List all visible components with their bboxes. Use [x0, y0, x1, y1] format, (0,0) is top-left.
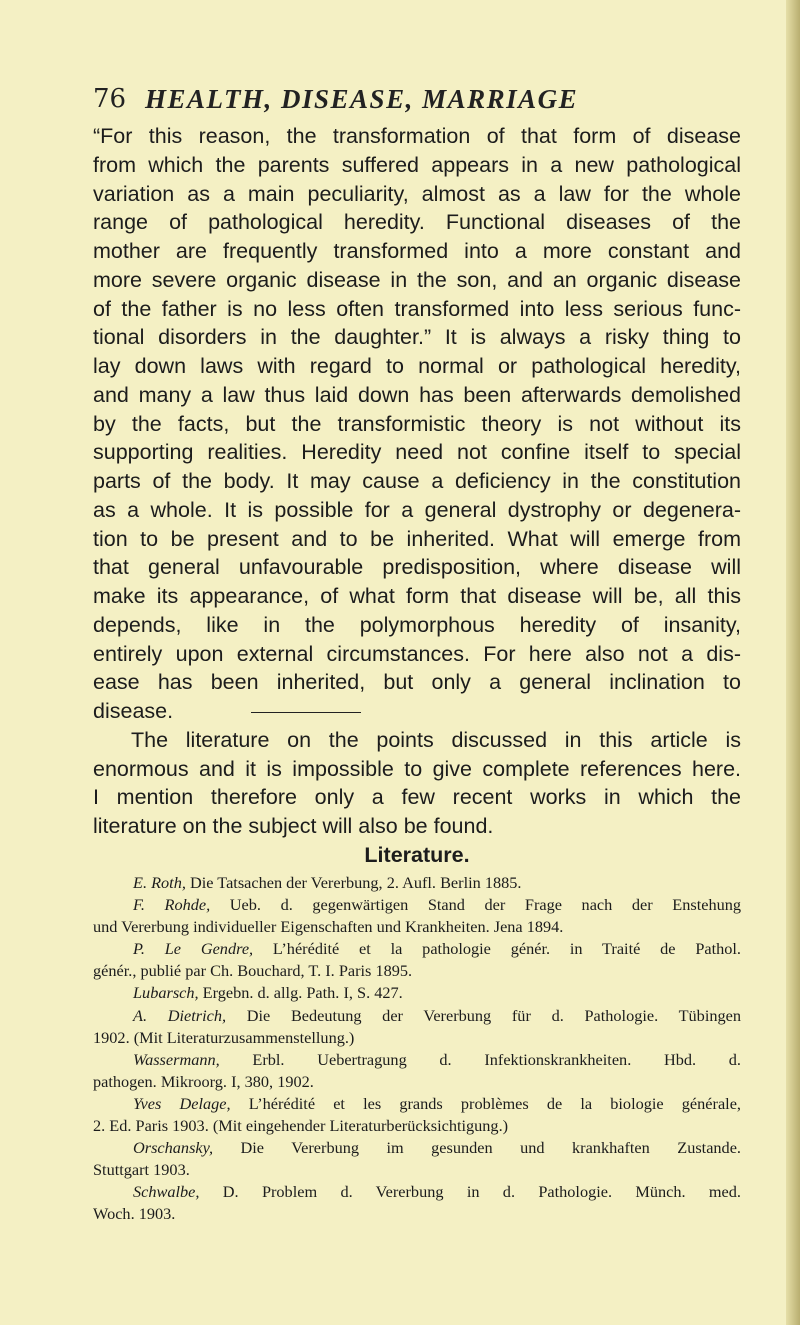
text-line [93, 697, 741, 726]
reference-text: Woch. 1903. [93, 1204, 176, 1224]
body-text [93, 122, 741, 870]
reference-author: Lubarsch, [133, 983, 199, 1003]
text-line [93, 611, 741, 640]
reference-text: Die Bedeutung der Vererbung für d. Pathologie. Tübingen [226, 1005, 741, 1025]
text-line [93, 352, 741, 381]
text-line [93, 812, 741, 841]
line-text: The literature on the points discussed in this article is [131, 727, 741, 752]
reference-author: Wassermann, [133, 1049, 220, 1069]
text-line [93, 237, 741, 266]
reference-text: 2. Ed. Paris 1903. (Mit eingehender Literaturberücksichtigung.) [93, 1116, 509, 1136]
reference-text: L’hérédité et les grands problèmes de la biologie générale, [230, 1093, 741, 1113]
page-edge [786, 0, 800, 1325]
reference-line [93, 982, 741, 1004]
text-line [93, 295, 741, 324]
line-text: Literature. [364, 842, 470, 867]
line-text: from which the parents suffered appears in a new pathological [93, 152, 741, 177]
reference-author: E. Roth, [133, 873, 186, 892]
reference-text: L’hérédité et la pathologie génér. in Traité de Pathol. [253, 939, 741, 959]
reference-text: Die Tatsachen der Vererbung, 2. Aufl. Berlin 1885. [185, 873, 522, 892]
reference-line [93, 1093, 741, 1115]
reference-author: Yves Delage, [133, 1093, 231, 1113]
line-text: and many a law thus laid down has been afterwards demolished [93, 382, 741, 407]
text-line [93, 640, 741, 669]
reference-line [93, 1027, 741, 1049]
reference-text: Erbl. Uebertragung d. Infektionskrankheiten. Hbd. d. [219, 1049, 741, 1069]
text-line [93, 582, 741, 611]
running-title: HEALTH, DISEASE, MARRIAGE [145, 84, 579, 114]
literature-list [93, 872, 741, 1226]
text-line [93, 381, 741, 410]
line-text: by the facts, but the transformistic theory is not without its [93, 411, 741, 436]
reference-line [93, 1137, 741, 1159]
line-text: tion to be present and to be inherited. What will emerge from [93, 526, 741, 551]
text-line [93, 467, 741, 496]
reference-line [93, 960, 741, 982]
text-line [93, 180, 741, 209]
text-line [93, 783, 741, 812]
reference-line [93, 1005, 741, 1027]
reference-text: und Vererbung individueller Eigenschaften und Krankheiten. Jena 1894. [93, 917, 564, 937]
text-line [93, 208, 741, 237]
text-line [93, 726, 741, 755]
section-heading [93, 841, 741, 870]
text-line [93, 755, 741, 784]
reference-line [93, 916, 741, 938]
reference-line [93, 938, 741, 960]
reference-line [93, 894, 741, 916]
line-text: supporting realities. Heredity need not confine itself to special [93, 440, 741, 465]
reference-author: F. Rohde, [133, 895, 211, 915]
reference-text: D. Problem d. Vererbung in d. Pathologie. Münch. med. [199, 1182, 741, 1202]
reference-text: Ergebn. d. allg. Path. I, S. 427. [198, 983, 403, 1003]
reference-text: Ueb. d. gegenwärtigen Stand der Frage nach der Enstehung [210, 895, 742, 915]
reference-line [93, 1159, 741, 1181]
text-line [93, 553, 741, 582]
reference-author: Schwalbe, [133, 1182, 200, 1202]
reference-line [93, 1181, 741, 1203]
line-text: variation as a main peculiarity, almost as a law for the whole [93, 181, 741, 206]
text-line [93, 323, 741, 352]
reference-line [93, 1115, 741, 1137]
line-text: literature on the subject will also be found. [93, 814, 494, 838]
line-text: mother are frequently transformed into a more constant and [93, 239, 741, 263]
text-line [93, 151, 741, 180]
text-line [93, 525, 741, 554]
text-line [93, 668, 741, 697]
line-text: more severe organic disease in the son, and an organic disease [93, 267, 741, 292]
line-text: I mention therefore only a few recent works in which the [93, 785, 741, 810]
reference-text: Die Vererbung im gesunden und krankhaften Zustande. [213, 1138, 741, 1158]
reference-text: pathogen. Mikroorg. I, 380, 1902. [93, 1071, 314, 1091]
line-text: that general unfavourable predisposition, where disease will [93, 555, 741, 580]
running-header [93, 84, 743, 118]
reference-line [93, 1049, 741, 1071]
line-text: parts of the body. It may cause a deficiency in the constitution [93, 469, 741, 493]
reference-author: A. Dietrich, [133, 1005, 227, 1025]
line-text: entirely upon external circumstances. For here also not a dis- [93, 641, 741, 666]
line-text: tional disorders in the daughter.” It is always a risky thing to [93, 325, 741, 350]
line-text: make its appearance, of what form that disease will be, all this [93, 584, 741, 608]
line-text: lay down laws with regard to normal or pathological heredity, [93, 354, 741, 378]
line-text: ease has been inherited, but only a general inclination to [93, 670, 741, 695]
reference-line [93, 1203, 741, 1225]
text-line [93, 122, 741, 151]
line-text: depends, like in the polymorphous heredity of insanity, [93, 612, 741, 637]
line-text: of the father is no less often transformed into less serious func- [93, 296, 741, 321]
line-text: “For this reason, the transformation of that form of disease [93, 124, 741, 148]
line-text: range of pathological heredity. Functional diseases of the [93, 210, 741, 235]
section-divider [251, 712, 361, 714]
reference-line [93, 1071, 741, 1093]
reference-line [93, 872, 741, 894]
reference-author: Orschansky, [133, 1138, 214, 1158]
text-line [93, 496, 741, 525]
reference-text: génér., publié par Ch. Bouchard, T. I. Paris 1895. [93, 961, 413, 981]
reference-text: 1902. (Mit Literaturzusammenstellung.) [93, 1027, 355, 1047]
line-text: enormous and it is impossible to give complete references here. [93, 756, 741, 781]
text-line [93, 266, 741, 295]
text-line [93, 438, 741, 467]
line-text: disease. [93, 699, 174, 723]
page-number: 76 [93, 84, 127, 114]
reference-text: Stuttgart 1903. [93, 1160, 190, 1180]
line-text: as a whole. It is possible for a general dystrophy or degenera- [93, 497, 741, 522]
reference-author: P. Le Gendre, [133, 939, 254, 959]
text-line [93, 410, 741, 439]
